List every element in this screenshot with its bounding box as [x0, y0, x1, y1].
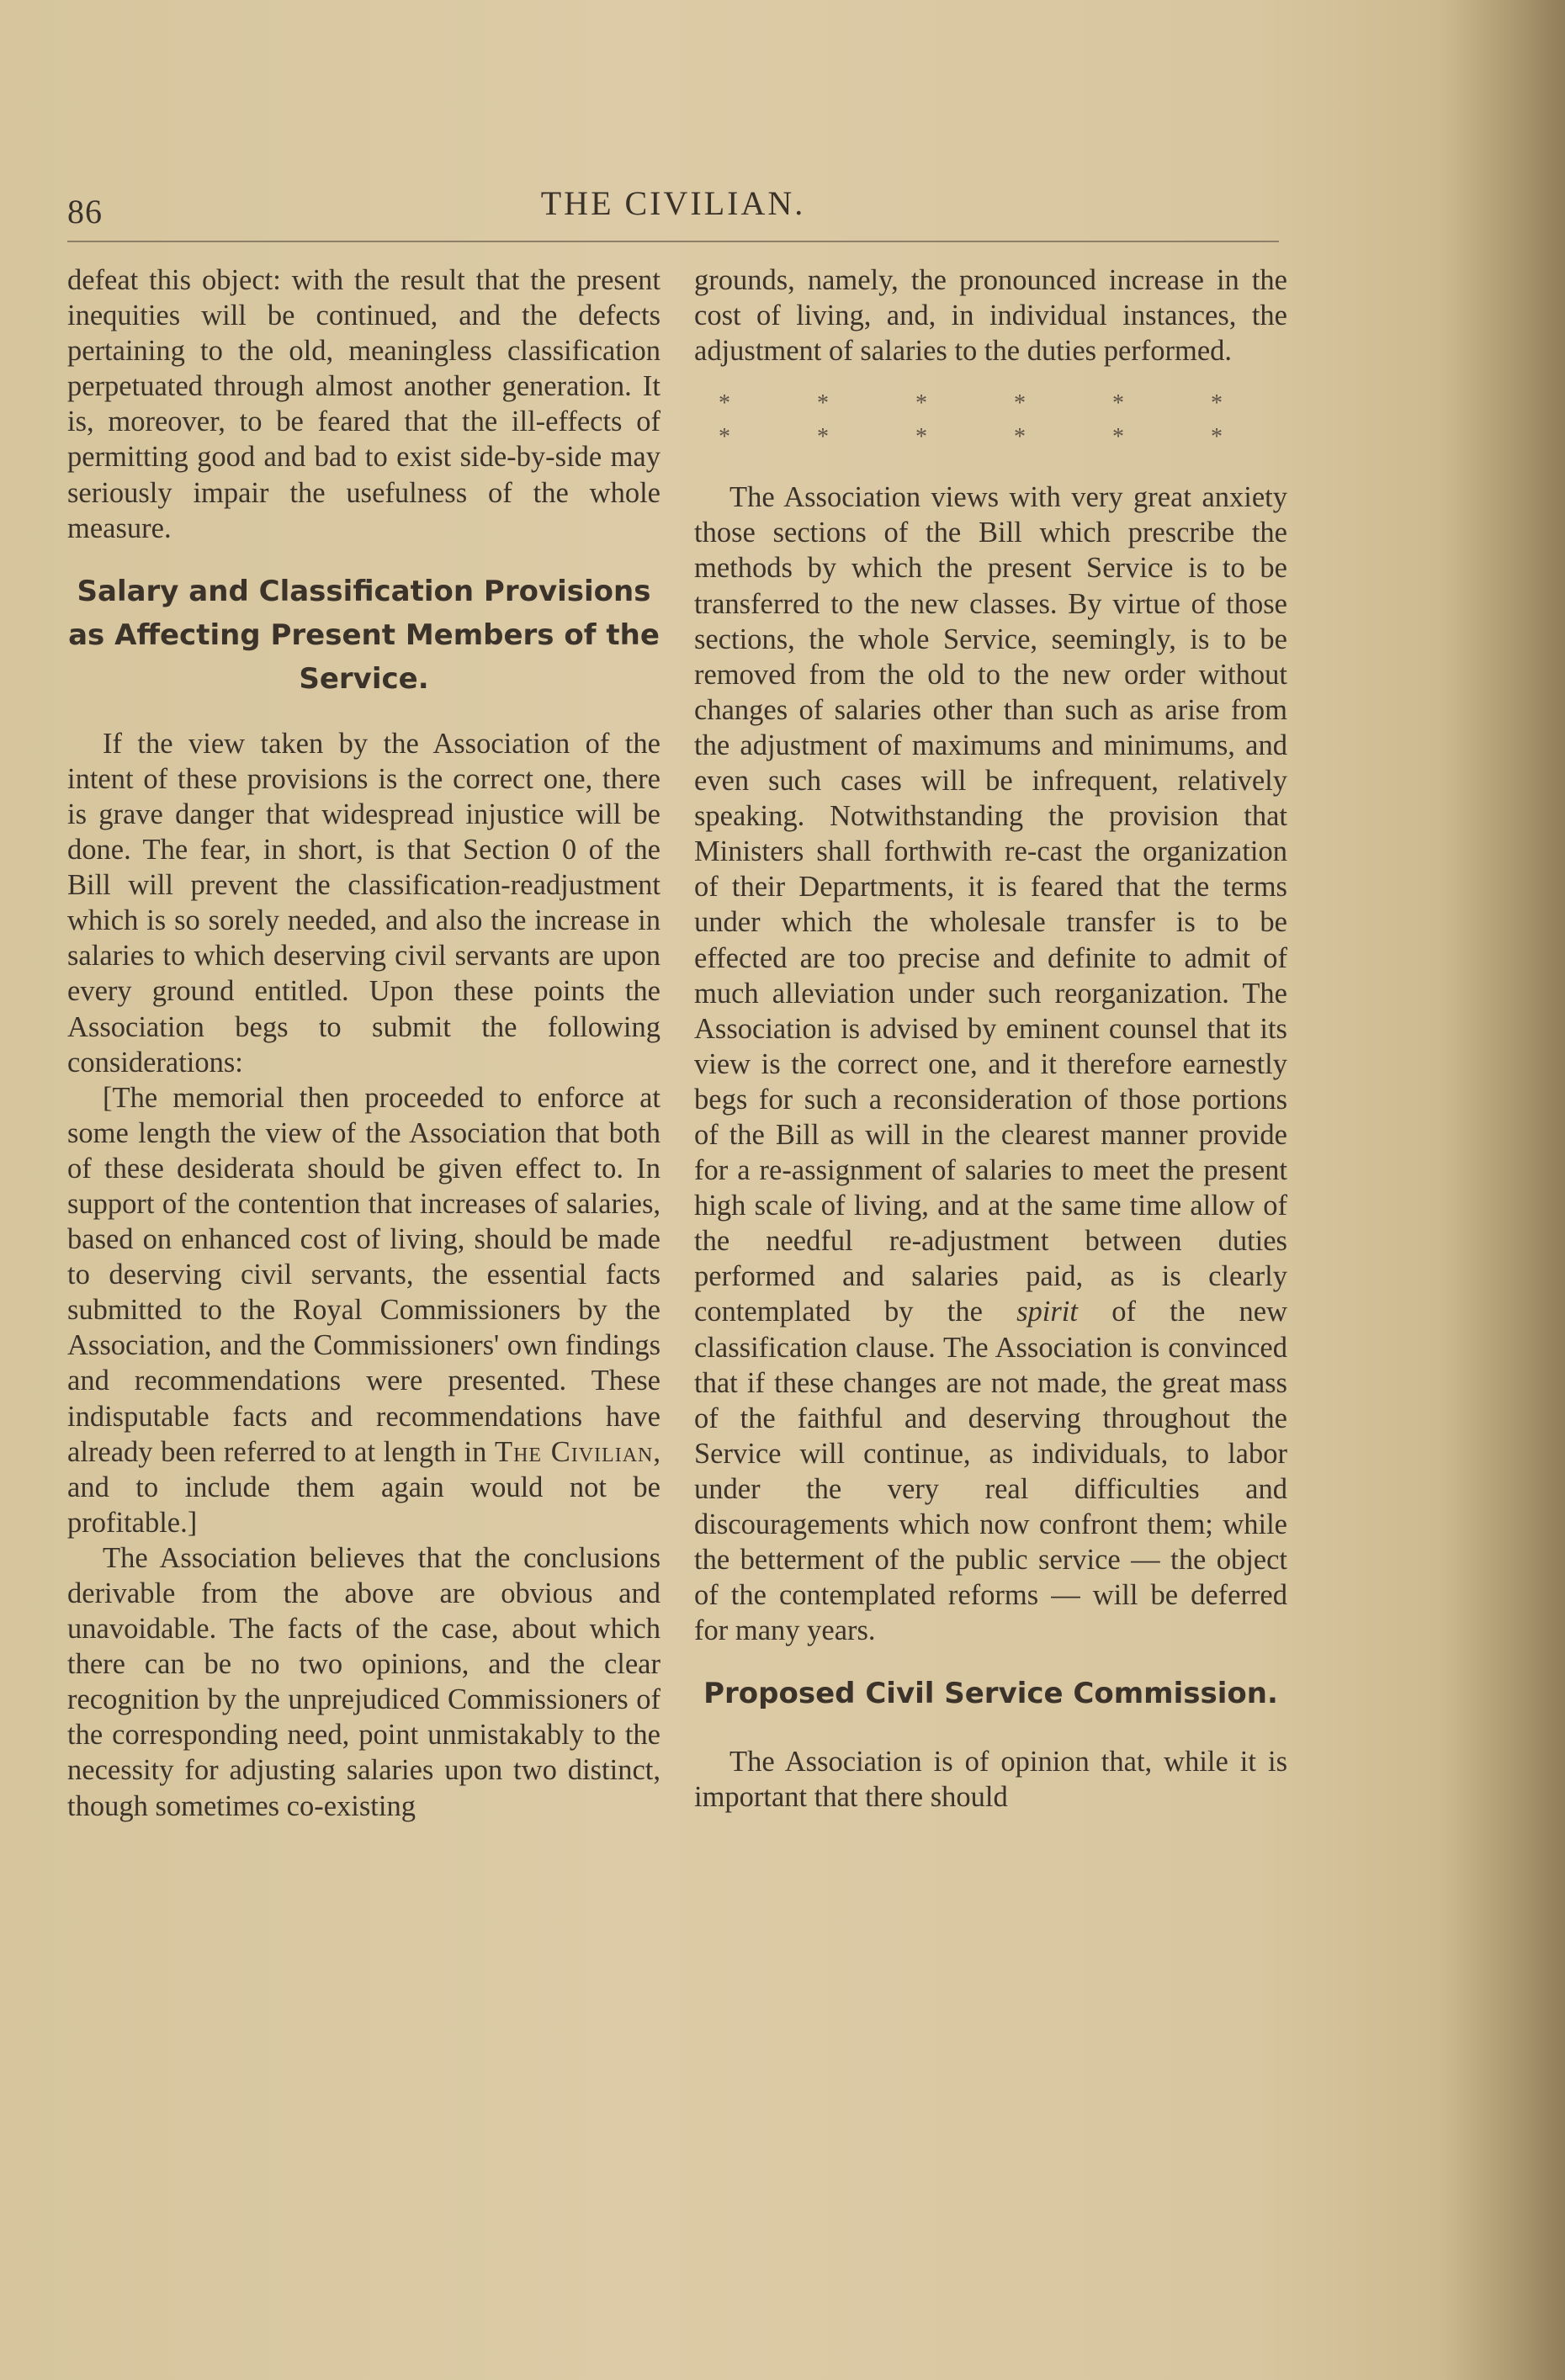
right-paragraph-3: The Association is of opinion that, while it is important that there should [694, 1746, 1287, 1814]
transfer-text-end: of the new classification clause. The Association is convinced that if these changes are not made, the great mass of the faithful and deserving throughout the Service will continue, as individuals, to labor under the very real difficulties and discouragements which now confront them; while the betterment of the public service — the object of the contemplated reforms — will be deferred for many years. [694, 1296, 1287, 1647]
stars-row-2: * * * * * * [719, 424, 1263, 451]
right-paragraph-1: grounds, namely, the pronounced increase in the cost of living, and, in individual instances, the adjustment of salaries to the duties performed. [694, 264, 1287, 368]
left-paragraph-3 [67, 1080, 660, 1540]
publication-name: The Civilian [495, 1435, 654, 1468]
section-heading-salary: Salary and Classification Provisions as Affecting Present Members of the Service. [68, 574, 660, 696]
page-header [67, 183, 1279, 234]
page-number: 86 [67, 193, 103, 231]
page-edge-shadow [1439, 0, 1565, 2380]
running-title: THE CIVILIAN. [540, 184, 806, 222]
stars-row-1: * * * * * * [719, 390, 1263, 417]
left-paragraph-1: defeat this object: with the result that the present inequities will be continued, and the defects pertaining to the old, meaningless classification perpetuated through almost another generation. It is, moreover, to be feared that the ill-effects of permitting good and bad to exist side-by-side may seriously impair the usefulness of the whole measure. [67, 264, 660, 544]
memorial-text-start: [The memorial then proceeded to enforce at some length the view of the Association that both of these desiderata should be given effect to. In support of the contention that increases of salaries, based on enhanced cost of living, should be made to deserving civil servants, the essential facts submitted to the Royal Commissioners by the Association, and the Commissioners' own findings and recommendations were presented. These indisputable facts and recommendations have already been referred to at length in [67, 1081, 660, 1468]
right-paragraph-2 [694, 480, 1287, 1648]
memorial-text-end: , and to include them again would not be profitable.] [67, 1435, 660, 1539]
left-paragraph-2: If the view taken by the Association of the intent of these provisions is the correct one, there is grave danger that widespread injustice will be done. The fear, in short, is that Section 0 of the Bill will prevent the classification-readjustment which is so sorely needed, and also the increase in salaries to which deserving civil servants are upon every ground entitled. Upon these points the Association begs to submit the following considerations: [67, 727, 660, 1079]
right-column [694, 262, 1287, 1815]
section-heading-commission: Proposed Civil Service Commission. [703, 1677, 1278, 1711]
emphasis-word: spirit [1016, 1296, 1078, 1328]
transfer-text-start: The Association views with very great anxiety those sections of the Bill which prescribe the methods by which the present Service is to be transferred to the new classes. By virtue of those sections, the whole Service, seemingly, is to be removed from the old to the new order without changes of salaries other than such as arise from the adjustment of maximums and minimums, and even such cases will be infrequent, relatively speaking. Notwithstanding the provision that Ministers shall forthwith re-cast the organization of their Departments, it is feared that the terms under which the wholesale transfer is to be effected are too precise and definite to admit of much alleviation under such reorganization. The Association is advised by eminent counsel that its view is the correct one, and it therefore earnestly begs for such a reconsideration of those portions of the Bill as will in the clearest manner provide for a re-assignment of salaries to meet the present high scale of living, and at the same time allow of the needful re-adjustment between duties performed and salaries paid, as is clearly contemplated by the [694, 481, 1287, 1328]
section-break-stars [694, 387, 1287, 454]
left-column [67, 262, 660, 1824]
left-paragraph-4: The Association believes that the conclusions derivable from the above are obvious and unavoidable. The facts of the case, about which there can be no two opinions, and the clear recognition by the unprejudiced Commissioners of the corresponding need, point unmistakably to the necessity for adjusting salaries upon two distinct, though sometimes co-existing [67, 1541, 660, 1822]
header-rule [67, 241, 1279, 242]
